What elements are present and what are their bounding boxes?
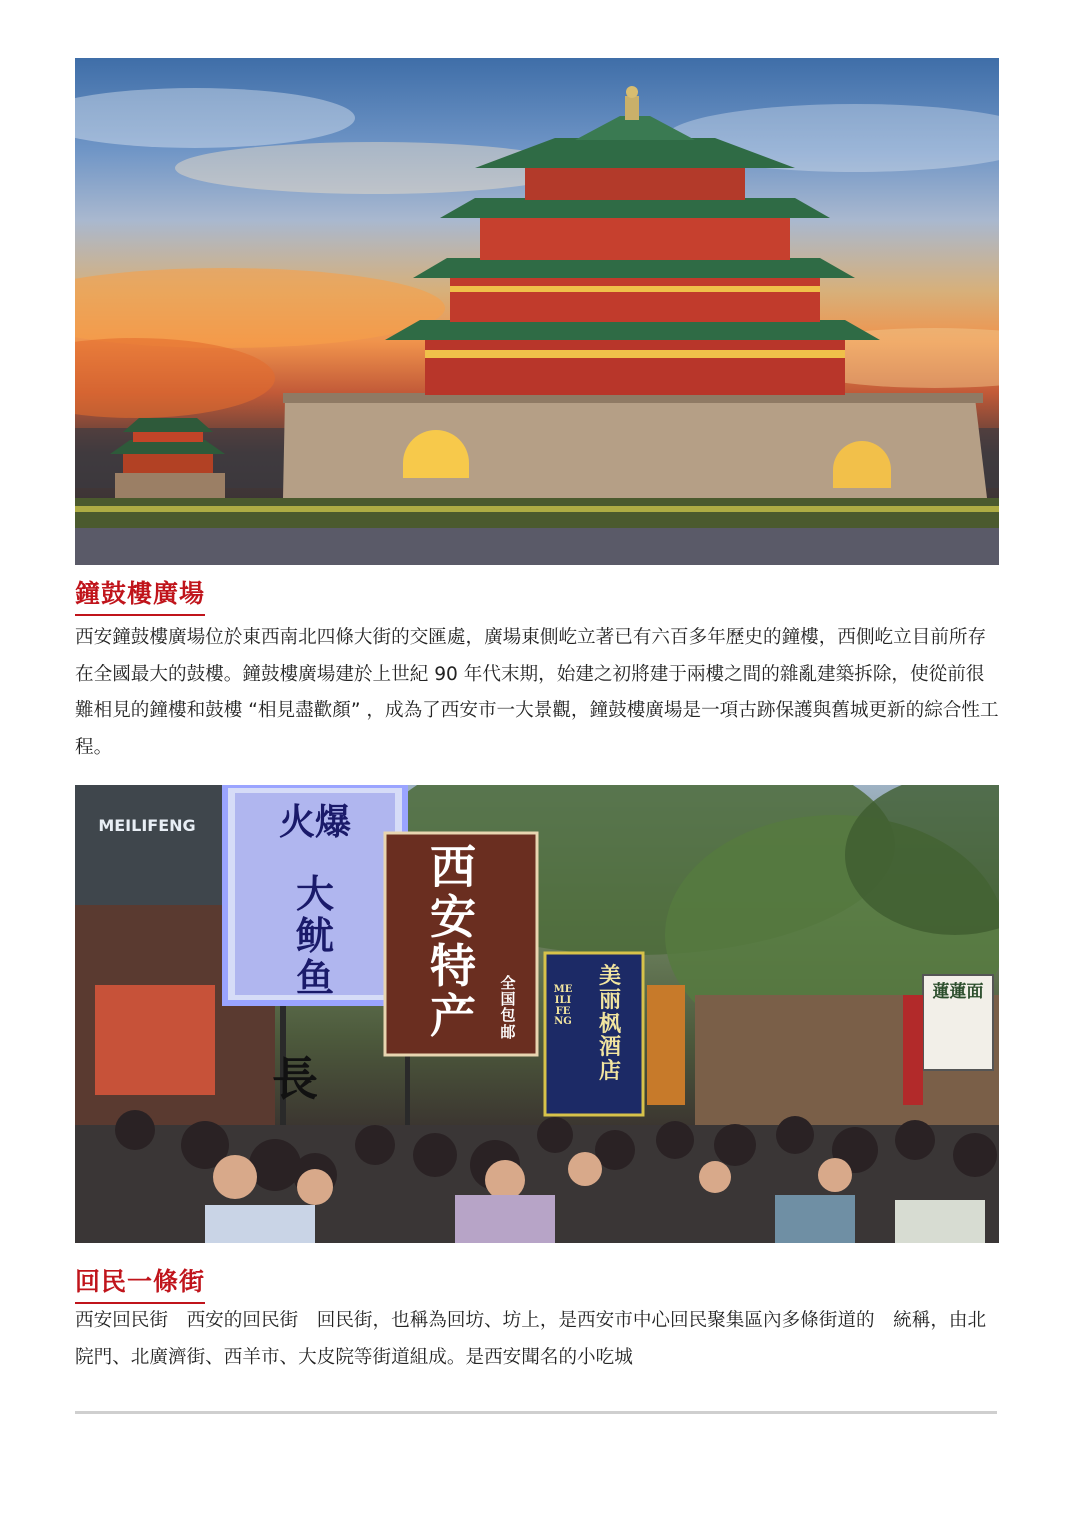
noodle-sign: 蓮蓮面 bbox=[932, 982, 984, 1002]
hotel-sign: 美丽枫酒店 bbox=[598, 963, 621, 1084]
squid-sign-line2: 大 bbox=[295, 871, 334, 916]
bottom-divider bbox=[75, 1411, 997, 1414]
meilifeng-storefront-sign: MEILIFENG bbox=[98, 816, 196, 835]
section-title-muslim-street: 回民一條街 bbox=[75, 1262, 205, 1304]
squid-sign-line1: 火爆 bbox=[278, 801, 351, 843]
bell-tower-illustration bbox=[75, 58, 999, 565]
muslim-street-photo bbox=[75, 785, 999, 1243]
bell-tower-photo bbox=[75, 58, 999, 565]
section-title-bell-drum-tower-square: 鐘鼓樓廣場 bbox=[75, 574, 205, 616]
xian-specialty-sign: 西安特产 bbox=[430, 840, 476, 1044]
xian-specialty-small-print: 全国包邮 bbox=[500, 974, 516, 1041]
section-body-bell-drum-tower-square: 西安鐘鼓樓廣場位於東西南北四條大街的交匯處，廣場東側屹立著已有六百多年歷史的鐘樓，西側屹立目前所存在全國最大的鼓樓。鐘鼓樓廣場建於上世紀 90 年代末期，始建之初將建于兩樓之間的雜亂建築拆除，使從前很難相見的鐘樓和鼓樓 “相見盡歡顏” ，成為了西安市一大景觀，鐘鼓樓廣場是一項古跡保護與舊城更新的綜合性工程。 bbox=[75, 627, 999, 758]
section-body-muslim-street: 西安回民街 西安的回民街 回民街，也稱為回坊、坊上，是西安市中心回民聚集區內多條街道的 統稱，由北院門、北廣濟街、西羊市、大皮院等街道組成。是西安聞名的小吃城 bbox=[75, 1310, 987, 1368]
squid-sign-line4: 鱼 bbox=[295, 955, 334, 1000]
shop-long-sign: 長 bbox=[272, 1052, 318, 1106]
squid-sign-line3: 鱿 bbox=[295, 913, 334, 958]
hotel-sign-english: MEILIFENG bbox=[553, 984, 573, 1028]
muslim-street-illustration bbox=[75, 785, 999, 1243]
